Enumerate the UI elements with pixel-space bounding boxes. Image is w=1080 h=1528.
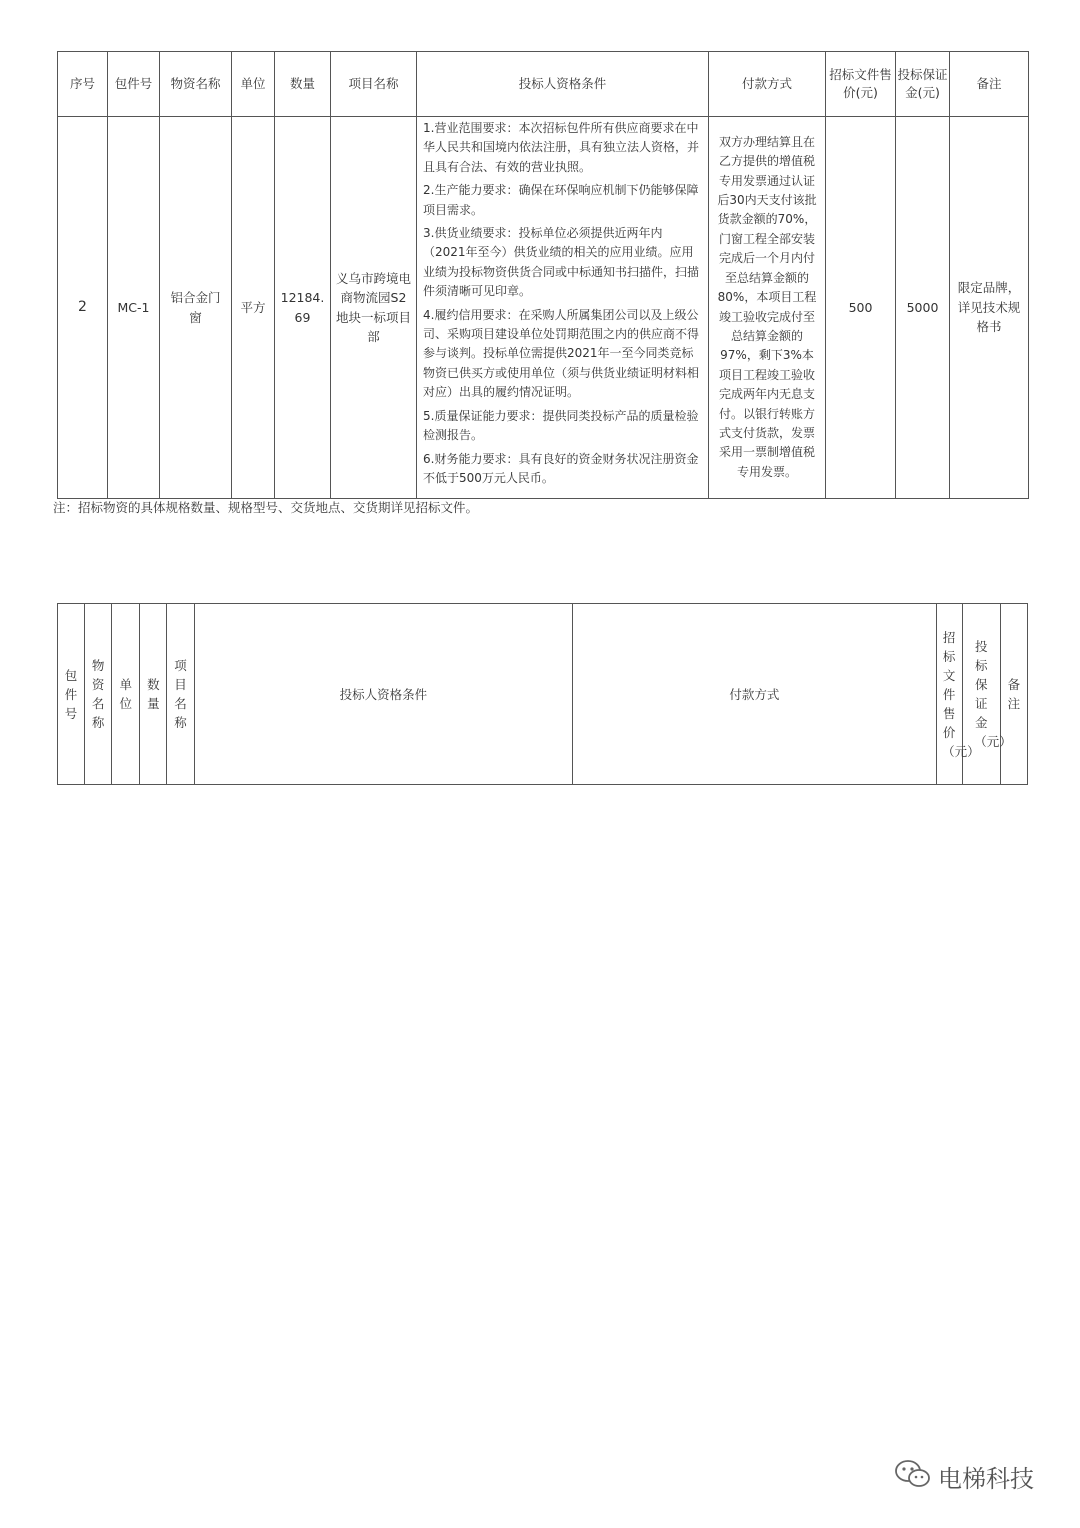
header-project: 项目名称 bbox=[331, 52, 417, 117]
watermark-text: 电梯科技 bbox=[938, 1464, 1034, 1493]
requirement-item: 4.履约信用要求：在采购人所属集团公司以及上级公司、采购项目建设单位处罚期范围之内的供应商不得参与谈判。投标单位需提供2021年一至今同类竞标物资已供买方或使用单位（须与供货业绩证明材料相对应）出具的履约情况证明。 bbox=[423, 307, 700, 400]
cell-deposit: 5000 bbox=[896, 117, 950, 499]
cell-material: 铝合金门窗 bbox=[160, 117, 232, 499]
requirement-item: 5.质量保证能力要求：提供同类投标产品的质量检验检测报告。 bbox=[423, 408, 699, 443]
cell-doc-price: 500 bbox=[826, 117, 896, 499]
header-deposit: 投标保证金(元) bbox=[896, 52, 950, 117]
header-unit: 单位 bbox=[112, 604, 140, 785]
cell-quantity: 12184.69 bbox=[275, 117, 331, 499]
requirement-item: 3.供货业绩要求：投标单位必须提供近两年内（2021年至今）供货业绩的相关的应用业绩。应用业绩为投标物资供货合同或中标通知书扫描件，扫描件须清晰可见印章。 bbox=[423, 226, 700, 299]
cell-project: 义乌市跨境电商物流园S2地块一标项目部 bbox=[331, 117, 417, 499]
tender-table bbox=[57, 51, 1029, 499]
header-material: 物资名称 bbox=[160, 52, 232, 117]
table-note: 注：招标物资的具体规格数量、规格型号、交货地点、交货期详见招标文件。 bbox=[53, 500, 479, 515]
table-header-row bbox=[58, 52, 1029, 117]
requirement-item: 1.营业范围要求：本次招标包件所有供应商要求在中华人民共和国境内依法注册，具有独立法人资格，并且具有合法、有效的营业执照。 bbox=[423, 121, 700, 174]
watermark-logo bbox=[894, 1456, 1034, 1496]
header-requirements: 投标人资格条件 bbox=[194, 604, 573, 785]
cell-seq: 2 bbox=[58, 117, 108, 499]
requirement-item: 6.财务能力要求：具有良好的资金财务状况注册资金不低于500万元人民币。 bbox=[423, 451, 699, 485]
header-remark: 备注 bbox=[1000, 604, 1027, 785]
header-deposit: 投标保证金（元） bbox=[962, 604, 1000, 785]
header-payment: 付款方式 bbox=[573, 604, 936, 785]
cell-payment: 双方办理结算且在乙方提供的增值税专用发票通过认证后30内天支付该批货款金额的70%，门窗工程全部安装完成后一个月内付至总结算金额的80%，本项目工程竣工验收完成付至总结算金额的97%，剩下3%本项目工程竣工验收完成两年内无息支付。以银行转账方式支付货款，发票采用一票制增值税专用发票。 bbox=[709, 117, 826, 499]
header-remark: 备注 bbox=[950, 52, 1029, 117]
header-package: 包件号 bbox=[108, 52, 160, 117]
table-header-row bbox=[58, 604, 1028, 785]
cell-remark: 限定品牌，详见技术规格书 bbox=[950, 117, 1029, 499]
cell-unit: 平方 bbox=[232, 117, 275, 499]
header-doc-price: 招标文件售价(元) bbox=[826, 52, 896, 117]
table-row bbox=[58, 117, 1029, 499]
header-payment: 付款方式 bbox=[709, 52, 826, 117]
requirement-item: 2.生产能力要求：确保在环保响应机制下仍能够保障项目需求。 bbox=[423, 183, 699, 217]
header-package: 包件号 bbox=[58, 604, 85, 785]
header-unit: 单位 bbox=[232, 52, 275, 117]
cell-requirements bbox=[417, 117, 709, 499]
header-requirements: 投标人资格条件 bbox=[417, 52, 709, 117]
header-seq: 序号 bbox=[58, 52, 108, 117]
header-quantity: 数量 bbox=[275, 52, 331, 117]
header-material: 物资名称 bbox=[85, 604, 112, 785]
cell-package: MC-1 bbox=[108, 117, 160, 499]
header-quantity: 数量 bbox=[140, 604, 167, 785]
header-doc-price: 招标文件售价（元） bbox=[936, 604, 962, 785]
wechat-icon bbox=[894, 1458, 932, 1494]
tender-table-2 bbox=[57, 603, 1028, 785]
header-project: 项目名称 bbox=[167, 604, 194, 785]
